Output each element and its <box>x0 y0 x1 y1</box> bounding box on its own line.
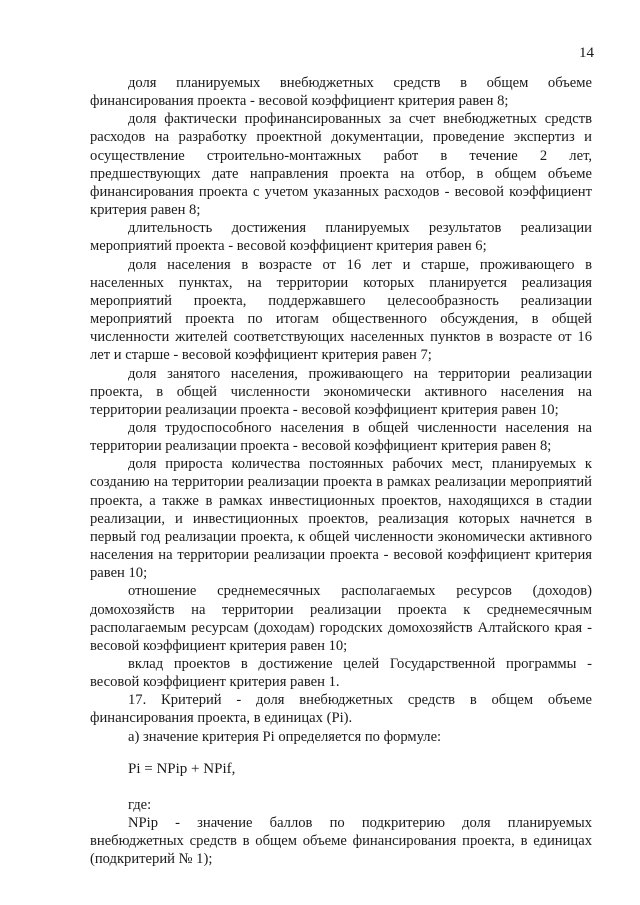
paragraph-criterion-extrabudgetary-share: доля планируемых внебюджетных средств в общем объеме финансирования проекта - весовой коэффициент критерия равен 8; <box>90 75 592 110</box>
paragraph-criterion-financed-expenses: доля фактически профинансированных за счет внебюджетных средств расходов на разработку проектной документации, проведение экспертиз и осуществление строительно-монтажных работ в течение 2 лет, предшествующих дате направления проекта на отбор, в общем объеме финансирования проекта с учетом указанных расходов - весовой коэффициент критерия равен 8; <box>90 111 592 219</box>
paragraph-section-17: 17. Критерий - доля внебюджетных средств в общем объеме финансирования проекта, в единицах (Pi). <box>90 692 592 727</box>
paragraph-criterion-working-age: доля трудоспособного населения в общей численности населения на территории реализации проекта - весовой коэффициент критерия равен 8; <box>90 419 592 455</box>
paragraph-criterion-population-support: доля населения в возрасте от 16 лет и старше, проживающего в населенных пунктах, на территории которых планируется реализация мероприятий проекта, поддержавшего целесообразность реализации мероприятий проекта по итогам общественного обсуждения, в общей численности жителей соответствующих населенных пунктов в возрасте от 16 лет и старше - весовой коэффициент критерия равен 7; <box>90 256 592 364</box>
document-body <box>90 74 592 869</box>
paragraph-criterion-jobs-growth: доля прироста количества постоянных рабочих мест, планируемых к созданию на территории реализации проекта в рамках реализации мероприятий проекта, а также в рамках инвестиционных проектов, находящихся в стадии реализации, и инвестиционных проектов, реализация которых начнется в первый год реализации проекта, к общей численности экономически активного населения на территории реализации проекта - весовой коэффициент критерия равен 10; <box>90 456 592 582</box>
formula: Pi = NPip + NPif, <box>128 760 236 777</box>
paragraph-criterion-program-goals: вклад проектов в достижение целей Государственной программы - весовой коэффициент критерия равен 1. <box>90 656 592 691</box>
paragraph-formula-intro: а) значение критерия Pi определяется по формуле: <box>128 728 442 745</box>
paragraph-criterion-employed-population: доля занятого населения, проживающего на территории реализации проекта, в общей численности экономически активного населения на территории реализации проекта - весовой коэффициент критерия равен 10; <box>90 365 592 418</box>
paragraph-criterion-duration: длительность достижения планируемых результатов реализации мероприятий проекта - весовой коэффициент критерия равен 6; <box>90 220 592 255</box>
where-label: где: <box>128 796 152 813</box>
paragraph-criterion-household-income: отношение среднемесячных располагаемых ресурсов (доходов) домохозяйств на территории реализации проекта к среднемесячным располагаемым ресурсам (доходам) городских домохозяйств Алтайского края - весовой коэффициент критерия равен 10; <box>90 583 592 654</box>
paragraph-npip-definition: NPip - значение баллов по подкритерию доля планируемых внебюджетных средств в общем объеме финансирования проекта, в единицах (подкритерий № 1); <box>90 815 592 868</box>
page-number: 14 <box>579 45 594 61</box>
